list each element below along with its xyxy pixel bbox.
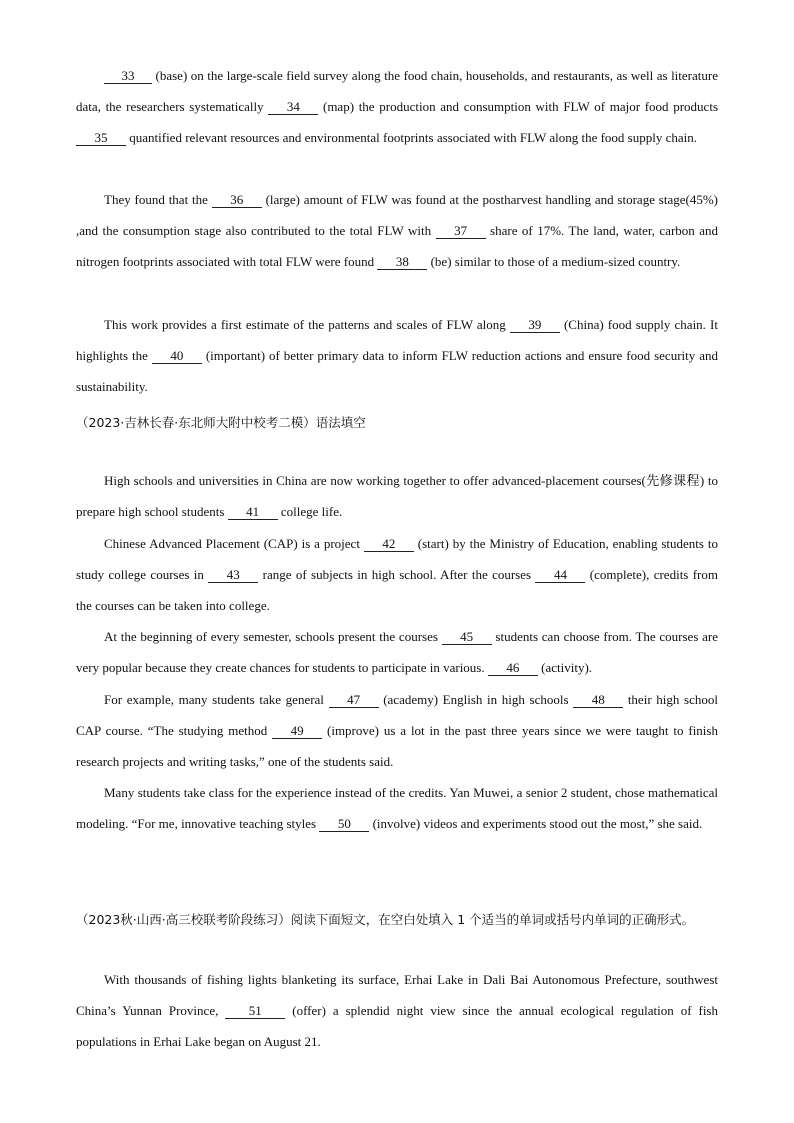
text: (large) amount of FLW was found at the postharvest handling and storage stage(45%) ,and the consumption stage also contributed to the total FLW with: [76, 192, 718, 239]
blank-46[interactable]: 46: [488, 660, 538, 676]
text: range of subjects in high school. After the courses: [258, 567, 536, 583]
blank-42[interactable]: 42: [364, 536, 414, 552]
blank-49[interactable]: 49: [272, 723, 322, 739]
text: Chinese Advanced Placement (CAP) is a project: [104, 536, 364, 551]
text: college life.: [277, 504, 343, 520]
paragraph-41: [76, 465, 718, 527]
paragraph-45: [76, 621, 718, 683]
paragraph-33: [76, 60, 718, 154]
text: quantified relevant resources and environmental footprints associated with FLW along the food supply chain.: [126, 130, 698, 146]
blank-37[interactable]: 37: [436, 223, 486, 239]
text: They found that the: [104, 192, 212, 207]
paragraph-50: [76, 777, 718, 839]
blank-47[interactable]: 47: [329, 692, 379, 708]
blank-50[interactable]: 50: [319, 816, 369, 832]
blank-51[interactable]: 51: [225, 1003, 285, 1019]
source-heading-2: （2023秋·山西·高三校联考阶段练习）阅读下面短文，在空白处填入 1 个适当的单词或括号内单词的正确形式。: [76, 912, 695, 927]
text: their high school CAP course. “The studying method: [76, 692, 718, 739]
text: (map) the production and consumption with FLW of major food products: [318, 99, 718, 115]
paragraph-47: [76, 684, 718, 778]
text: (activity).: [537, 660, 593, 676]
text: (complete), credits from the courses can be taken into college.: [76, 567, 718, 614]
text: (base) on the large-scale field survey along the food chain, households, and restaurants, as well as literature data, the researchers systematically: [76, 68, 718, 115]
blank-40[interactable]: 40: [152, 348, 202, 364]
text: (academy) English in high schools: [378, 692, 574, 707]
blank-35[interactable]: 35: [76, 130, 126, 146]
blank-36[interactable]: 36: [212, 192, 262, 208]
blank-45[interactable]: 45: [442, 629, 492, 645]
paragraph-39: [76, 309, 718, 403]
blank-41[interactable]: 41: [228, 504, 278, 520]
paragraph-51: [76, 964, 718, 1058]
text: This work provides a first estimate of the patterns and scales of FLW along: [104, 317, 510, 332]
text: (be) similar to those of a medium-sized country.: [427, 254, 681, 270]
paragraph-36: [76, 184, 718, 278]
blank-44[interactable]: 44: [535, 567, 585, 583]
text: (offer) a splendid night view since the annual ecological regulation of fish populations in Erhai Lake began on August 21.: [76, 1003, 718, 1050]
paragraph-42: [76, 528, 718, 622]
blank-39[interactable]: 39: [510, 317, 560, 333]
text: (important) of better primary data to inform FLW reduction actions and ensure food security and sustainability.: [76, 348, 719, 395]
blank-48[interactable]: 48: [573, 692, 623, 708]
text: At the beginning of every semester, schools present the courses: [104, 629, 442, 644]
text: With thousands of fishing lights blanketing its surface, Erhai Lake in Dali Bai Autonomous Prefecture, southwest China’s Yunnan Province,: [76, 972, 718, 1019]
text: share of 17%. The land, water, carbon and nitrogen footprints associated with total FLW were found: [76, 223, 719, 270]
blank-34[interactable]: 34: [268, 99, 318, 115]
text: For example, many students take general: [104, 692, 329, 707]
text: Many students take class for the experience instead of the credits. Yan Muwei, a senior 2 student, chose mathematical modeling. “For me, innovative teaching styles: [76, 785, 718, 832]
blank-38[interactable]: 38: [377, 254, 427, 270]
source-heading-1: （2023·吉林长春·东北师大附中校考二模）语法填空: [76, 415, 366, 430]
text: (China) food supply chain. It highlights the: [76, 317, 718, 364]
text: High schools and universities in China are now working together to offer advanced-placement courses(先修课程) to prepare high school students: [76, 473, 718, 520]
text: (improve) us a lot in the past three years since we were taught to finish research projects and writing tasks,” one of the students said.: [76, 723, 718, 770]
text: students can choose from. The courses are very popular because they create chances for students to participate in various.: [76, 629, 718, 676]
blank-43[interactable]: 43: [208, 567, 258, 583]
text: (involve) videos and experiments stood out the most,” she said.: [369, 816, 703, 832]
blank-33[interactable]: 33: [104, 68, 152, 84]
text: (start) by the Ministry of Education, enabling students to study college courses in: [76, 536, 718, 583]
